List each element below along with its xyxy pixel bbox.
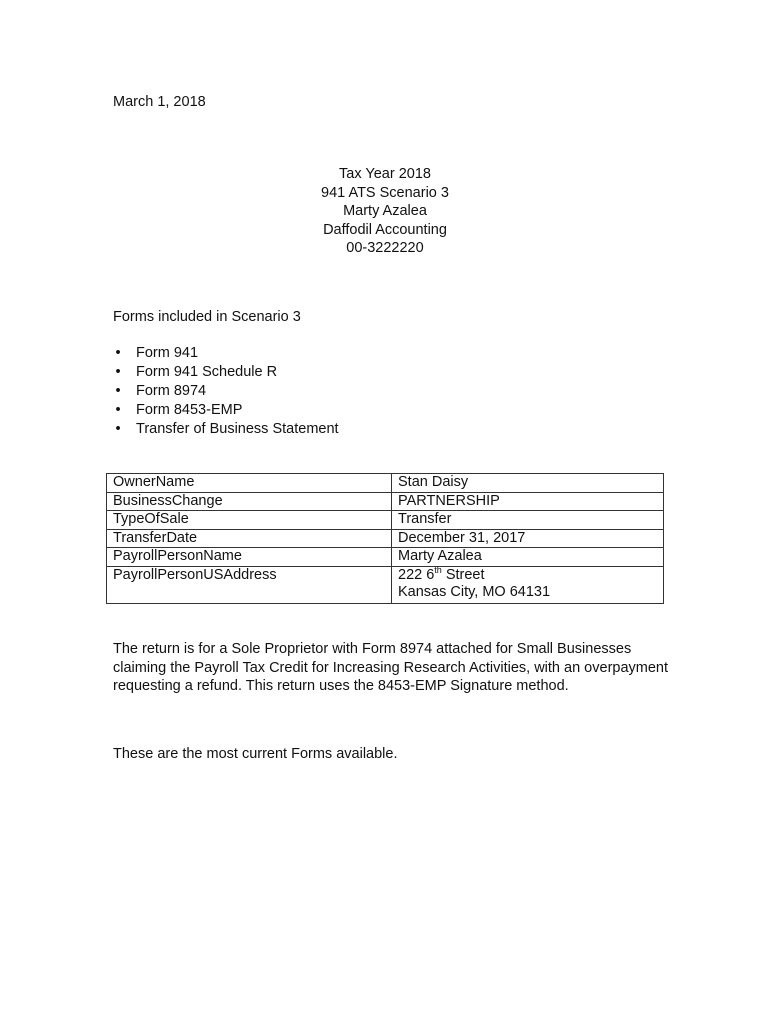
bullet-icon: • <box>115 364 121 380</box>
address-city: Kansas City, MO 64131 <box>398 584 551 600</box>
table-key: TypeOfSale <box>107 511 392 530</box>
bullet-icon: • <box>115 345 121 361</box>
document-header <box>0 165 770 258</box>
table-value <box>392 566 664 603</box>
forms-heading: Forms included in Scenario 3 <box>113 309 301 325</box>
table-value: Marty Azalea <box>392 548 664 567</box>
form-label: Form 8453-EMP <box>136 402 243 418</box>
transfer-info-table <box>106 473 664 604</box>
table-row <box>107 492 664 511</box>
bullet-icon: • <box>115 402 121 418</box>
table-row <box>107 529 664 548</box>
table-key: PayrollPersonName <box>107 548 392 567</box>
table-value: December 31, 2017 <box>392 529 664 548</box>
form-label: Form 8974 <box>136 383 207 399</box>
scenario-title: 941 ATS Scenario 3 <box>321 184 449 201</box>
table-key: BusinessChange <box>107 492 392 511</box>
address-street: 222 6th Street <box>398 564 485 583</box>
table-key: PayrollPersonUSAddress <box>107 566 392 603</box>
table-value: Stan Daisy <box>392 474 664 493</box>
form-label: Form 941 <box>136 345 199 361</box>
contact-name: Marty Azalea <box>343 203 427 219</box>
form-label: Transfer of Business Statement <box>136 421 339 437</box>
list-item <box>113 420 339 439</box>
document-date: March 1, 2018 <box>113 94 206 110</box>
bullet-icon: • <box>115 421 121 437</box>
list-item <box>113 401 339 420</box>
ein-number: 00-3222220 <box>346 240 424 256</box>
table-key: TransferDate <box>107 529 392 548</box>
table-row <box>107 566 664 603</box>
table-value: Transfer <box>392 511 664 530</box>
company-name: Daffodil Accounting <box>323 221 447 238</box>
table-key: OwnerName <box>107 474 392 493</box>
list-item <box>113 382 339 401</box>
table-row <box>107 474 664 493</box>
bullet-icon: • <box>115 383 121 399</box>
forms-list <box>113 344 339 439</box>
form-label: Form 941 Schedule R <box>136 364 278 380</box>
list-item <box>113 344 339 363</box>
list-item <box>113 363 339 382</box>
table-row <box>107 548 664 567</box>
table-value: PARTNERSHIP <box>392 492 664 511</box>
return-description: The return is for a Sole Proprietor with Form 8974 attached for Small Businesses claiming the Payroll Tax Credit for Increasing Research Activities, with an overpayment requesting a refund. This return uses the 8453-EMP Signature method. <box>113 641 669 694</box>
tax-year: Tax Year 2018 <box>339 166 431 182</box>
forms-note: These are the most current Forms available. <box>113 746 398 762</box>
table-row <box>107 511 664 530</box>
